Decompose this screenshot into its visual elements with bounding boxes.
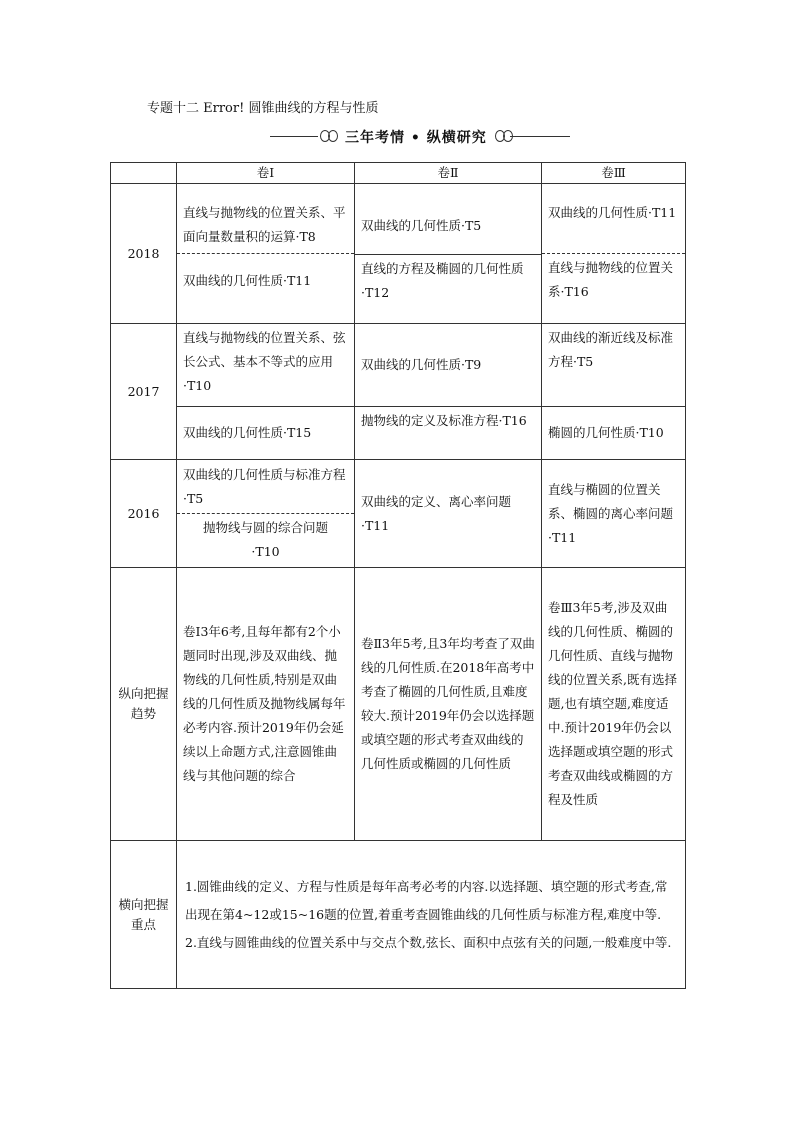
row-trend: [111, 568, 686, 841]
section-header: [270, 127, 590, 147]
item: 直线与抛物线的位置关系·T16: [548, 260, 674, 299]
item: 双曲线的几何性质·T5: [355, 198, 541, 255]
item: 双曲线的几何性质·T11: [542, 199, 685, 254]
cell-2018-paper1: [177, 184, 355, 324]
trend-paper3: 卷Ⅲ3年5考,涉及双曲线的几何性质、椭圆的几何性质、直线与抛物线的位置关系,既有选择题,也有填空题,难度适中.预计2019年仍会以选择题或填空题的形式考查双曲线或椭圆的方程及性质: [542, 568, 686, 841]
row-2018: [111, 184, 686, 324]
year-cell: 2018: [111, 184, 177, 324]
table-header-row: [111, 163, 686, 184]
item: 双曲线的几何性质与标准方程·T5: [177, 461, 354, 514]
decorative-line-right: [510, 136, 570, 137]
item: 双曲线的几何性质·T15: [183, 425, 312, 440]
cell-2018-paper2: [355, 184, 542, 324]
header-paper-2: 卷Ⅱ: [355, 163, 542, 184]
year-cell: 2016: [111, 460, 177, 568]
cell-2018-paper3: [542, 184, 686, 324]
cell-2016-paper1: [177, 460, 355, 568]
knot-ornament-left-2: [328, 130, 338, 142]
item: 双曲线的几何性质·T9: [355, 324, 541, 407]
cell-2017-paper3: [542, 324, 686, 460]
row-2016: [111, 460, 686, 568]
row-label-trend: 纵向把握趋势: [111, 568, 177, 841]
item: 抛物线与圆的综合问题·T10: [202, 520, 328, 559]
exam-analysis-table: [110, 162, 686, 989]
item: 双曲线的渐近线及标准方程·T5: [542, 324, 685, 407]
cell-2016-paper2: 双曲线的定义、离心率问题·T11: [355, 460, 542, 568]
item: 直线的方程及椭圆的几何性质·T12: [361, 261, 524, 300]
row-label-focus: 横向把握重点: [111, 841, 177, 989]
item: 直线与抛物线的位置关系、弦长公式、基本不等式的应用·T10: [177, 324, 354, 407]
section-subtitle: 三年考情 • 纵横研究: [345, 130, 487, 146]
trend-paper1: 卷Ⅰ3年6考,且每年都有2个小题同时出现,涉及双曲线、抛物线的几何性质,特别是双曲线的几何性质及抛物线属每年必考内容.预计2019年仍会延续以上命题方式,注意圆锥曲线与其他问题的综合: [177, 568, 355, 841]
focus-point-2: 2.直线与圆锥曲线的位置关系中与交点个数,弦长、面积中点弦有关的问题,一般难度中等.: [185, 934, 672, 950]
item: 双曲线的几何性质·T11: [183, 273, 312, 288]
item: 抛物线的定义及标准方程·T16: [361, 413, 527, 428]
row-focus: [111, 841, 686, 989]
cell-2017-paper2: [355, 324, 542, 460]
focus-point-1: 1.圆锥曲线的定义、方程与性质是每年高考必考的内容.以选择题、填空题的形式考查,常出现在第4~12或15~16题的位置,着重考查圆锥曲线的几何性质与标准方程,难度中等.: [185, 878, 668, 922]
decorative-line-left: [270, 136, 318, 137]
focus-content: [177, 841, 686, 989]
row-2017: [111, 324, 686, 460]
item: 椭圆的几何性质·T10: [548, 425, 664, 440]
cell-2017-paper1: [177, 324, 355, 460]
header-paper-3: 卷Ⅲ: [542, 163, 686, 184]
year-cell: 2017: [111, 324, 177, 460]
cell-2016-paper3: 直线与椭圆的位置关系、椭圆的离心率问题·T11: [542, 460, 686, 568]
header-empty: [111, 163, 177, 184]
header-paper-1: 卷Ⅰ: [177, 163, 355, 184]
page-title: 专题十二 Error! 圆锥曲线的方程与性质: [147, 101, 379, 116]
item: 直线与抛物线的位置关系、平面向量数量积的运算·T8: [177, 199, 354, 254]
trend-paper2: 卷Ⅱ3年5考,且3年均考查了双曲线的几何性质.在2018年高考中考查了椭圆的几何性质,且难度较大.预计2019年仍会以选择题或填空题的形式考查双曲线的几何性质或椭圆的几何性质: [355, 568, 542, 841]
